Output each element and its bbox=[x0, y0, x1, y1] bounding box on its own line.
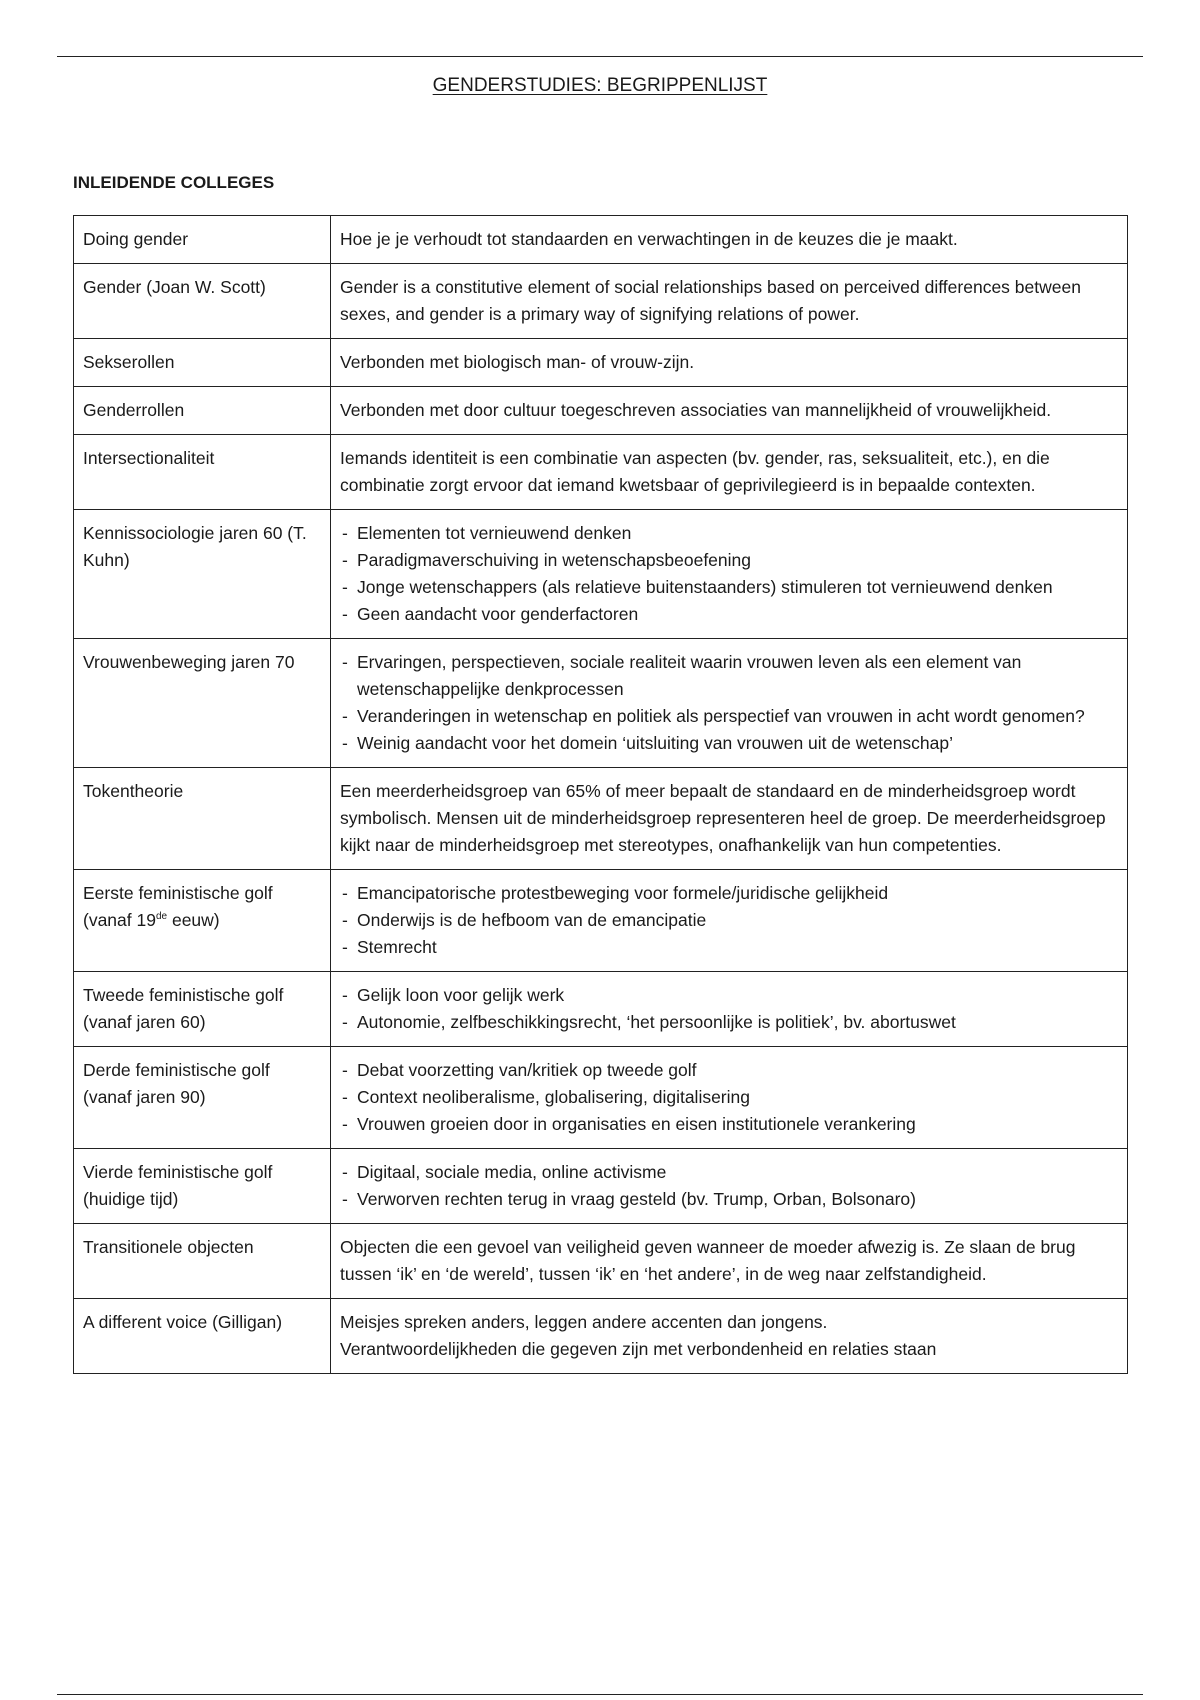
table-row bbox=[74, 1047, 1128, 1149]
definition-cell: Gender is a constitutive element of social relationships based on perceived differences between sexes, and gender is a primary way of signifying relations of power. bbox=[331, 264, 1128, 339]
bullet-item: - Vrouwen groeien door in organisaties en eisen institutionele verankering bbox=[340, 1111, 1118, 1138]
bullet-item: - Debat voorzetting van/kritiek op tweede golf bbox=[340, 1057, 1118, 1084]
bullet-list bbox=[340, 1057, 1118, 1138]
term-cell: Derde feministische golf (vanaf jaren 90) bbox=[74, 1047, 331, 1149]
table-row bbox=[74, 972, 1128, 1047]
term-cell: Doing gender bbox=[74, 216, 331, 264]
definition-cell: Een meerderheidsgroep van 65% of meer bepaalt de standaard en de minderheidsgroep wordt symbolisch. Mensen uit de minderheidsgroep representeren heel de groep. De meerderheidsgroep kijkt naar de minderheidsgroep met stereotypes, onafhankelijk van hun competenties. bbox=[331, 768, 1128, 870]
term-cell: Gender (Joan W. Scott) bbox=[74, 264, 331, 339]
term-cell: Sekserollen bbox=[74, 339, 331, 387]
definition-cell bbox=[331, 1149, 1128, 1224]
table-row bbox=[74, 264, 1128, 339]
definition-line: Meisjes spreken anders, leggen andere accenten dan jongens. bbox=[340, 1312, 828, 1332]
definition-cell: Objecten die een gevoel van veiligheid geven wanneer de moeder afwezig is. Ze slaan de brug tussen ‘ik’ en ‘de wereld’, tussen ‘ik’ en ‘het andere’, in de weg naar zelfstandigheid. bbox=[331, 1224, 1128, 1299]
bullet-item: - Stemrecht bbox=[340, 934, 1118, 961]
term-cell bbox=[74, 870, 331, 972]
term-cell: Tokentheorie bbox=[74, 768, 331, 870]
term-cell: Kennissociologie jaren 60 (T. Kuhn) bbox=[74, 510, 331, 639]
definition-cell: Verbonden met door cultuur toegeschreven associaties van mannelijkheid of vrouwelijkheid. bbox=[331, 387, 1128, 435]
section-heading: INLEIDENDE COLLEGES bbox=[73, 173, 275, 192]
bullet-item: - Autonomie, zelfbeschikkingsrecht, ‘het persoonlijke is politiek’, bv. abortuswet bbox=[340, 1009, 1118, 1036]
definition-cell: Verbonden met biologisch man- of vrouw-zijn. bbox=[331, 339, 1128, 387]
definition-cell bbox=[331, 1047, 1128, 1149]
table-row bbox=[74, 216, 1128, 264]
table-row bbox=[74, 339, 1128, 387]
definition-cell bbox=[331, 1299, 1128, 1374]
definition-cell bbox=[331, 639, 1128, 768]
bullet-item: - Weinig aandacht voor het domein ‘uitsluiting van vrouwen uit de wetenschap’ bbox=[340, 730, 1118, 757]
bullet-item: - Gelijk loon voor gelijk werk bbox=[340, 982, 1118, 1009]
bullet-item: - Context neoliberalisme, globalisering, digitalisering bbox=[340, 1084, 1118, 1111]
bullet-item: - Jonge wetenschappers (als relatieve buitenstaanders) stimuleren tot vernieuwend denken bbox=[340, 574, 1118, 601]
table-row bbox=[74, 1149, 1128, 1224]
bullet-item: - Emancipatorische protestbeweging voor formele/juridische gelijkheid bbox=[340, 880, 1118, 907]
bullet-item: - Elementen tot vernieuwend denken bbox=[340, 520, 1118, 547]
term-cell: Tweede feministische golf (vanaf jaren 60) bbox=[74, 972, 331, 1047]
definition-cell bbox=[331, 510, 1128, 639]
table-row bbox=[74, 1224, 1128, 1299]
table-row bbox=[74, 1299, 1128, 1374]
bullet-item: - Onderwijs is de hefboom van de emancipatie bbox=[340, 907, 1118, 934]
bullet-list bbox=[340, 1159, 1118, 1213]
term-cell: Intersectionaliteit bbox=[74, 435, 331, 510]
top-divider bbox=[57, 56, 1143, 57]
table-row bbox=[74, 387, 1128, 435]
bullet-list bbox=[340, 880, 1118, 961]
term-cell: A different voice (Gilligan) bbox=[74, 1299, 331, 1374]
terms-table bbox=[73, 215, 1128, 1374]
bullet-list bbox=[340, 649, 1118, 757]
table-row bbox=[74, 510, 1128, 639]
table-row bbox=[74, 768, 1128, 870]
bullet-item: - Geen aandacht voor genderfactoren bbox=[340, 601, 1118, 628]
bullet-item: - Ervaringen, perspectieven, sociale realiteit waarin vrouwen leven als een element van wetenschappelijke denkprocessen bbox=[340, 649, 1118, 703]
term-text: Eerste feministische golf (vanaf 19 bbox=[83, 883, 273, 930]
definition-line: Verantwoordelijkheden die gegeven zijn met verbondenheid en relaties staan bbox=[340, 1339, 937, 1359]
document-title bbox=[0, 74, 1200, 98]
bullet-item: - Veranderingen in wetenschap en politiek als perspectief van vrouwen in acht wordt genomen? bbox=[340, 703, 1118, 730]
bullet-item: - Verworven rechten terug in vraag gesteld (bv. Trump, Orban, Bolsonaro) bbox=[340, 1186, 1118, 1213]
bullet-item: - Digitaal, sociale media, online activisme bbox=[340, 1159, 1118, 1186]
definition-cell: Hoe je je verhoudt tot standaarden en verwachtingen in de keuzes die je maakt. bbox=[331, 216, 1128, 264]
term-cell: Genderrollen bbox=[74, 387, 331, 435]
term-superscript: de bbox=[155, 911, 168, 923]
table-row bbox=[74, 435, 1128, 510]
bullet-list bbox=[340, 520, 1118, 628]
term-cell: Vierde feministische golf (huidige tijd) bbox=[74, 1149, 331, 1224]
bottom-divider bbox=[57, 1694, 1143, 1695]
definition-cell bbox=[331, 870, 1128, 972]
bullet-item: - Paradigmaverschuiving in wetenschapsbeoefening bbox=[340, 547, 1118, 574]
term-cell: Transitionele objecten bbox=[74, 1224, 331, 1299]
document-title-text: GENDERSTUDIES: BEGRIPPENLIJST bbox=[432, 75, 768, 96]
definition-cell: Iemands identiteit is een combinatie van aspecten (bv. gender, ras, seksualiteit, etc.), en die combinatie zorgt ervoor dat iemand kwetsbaar of geprivilegieerd is in bepaalde contexten. bbox=[331, 435, 1128, 510]
term-cell: Vrouwenbeweging jaren 70 bbox=[74, 639, 331, 768]
term-text-end: eeuw) bbox=[167, 910, 220, 930]
definition-cell bbox=[331, 972, 1128, 1047]
table-row bbox=[74, 870, 1128, 972]
bullet-list bbox=[340, 982, 1118, 1036]
table-row bbox=[74, 639, 1128, 768]
